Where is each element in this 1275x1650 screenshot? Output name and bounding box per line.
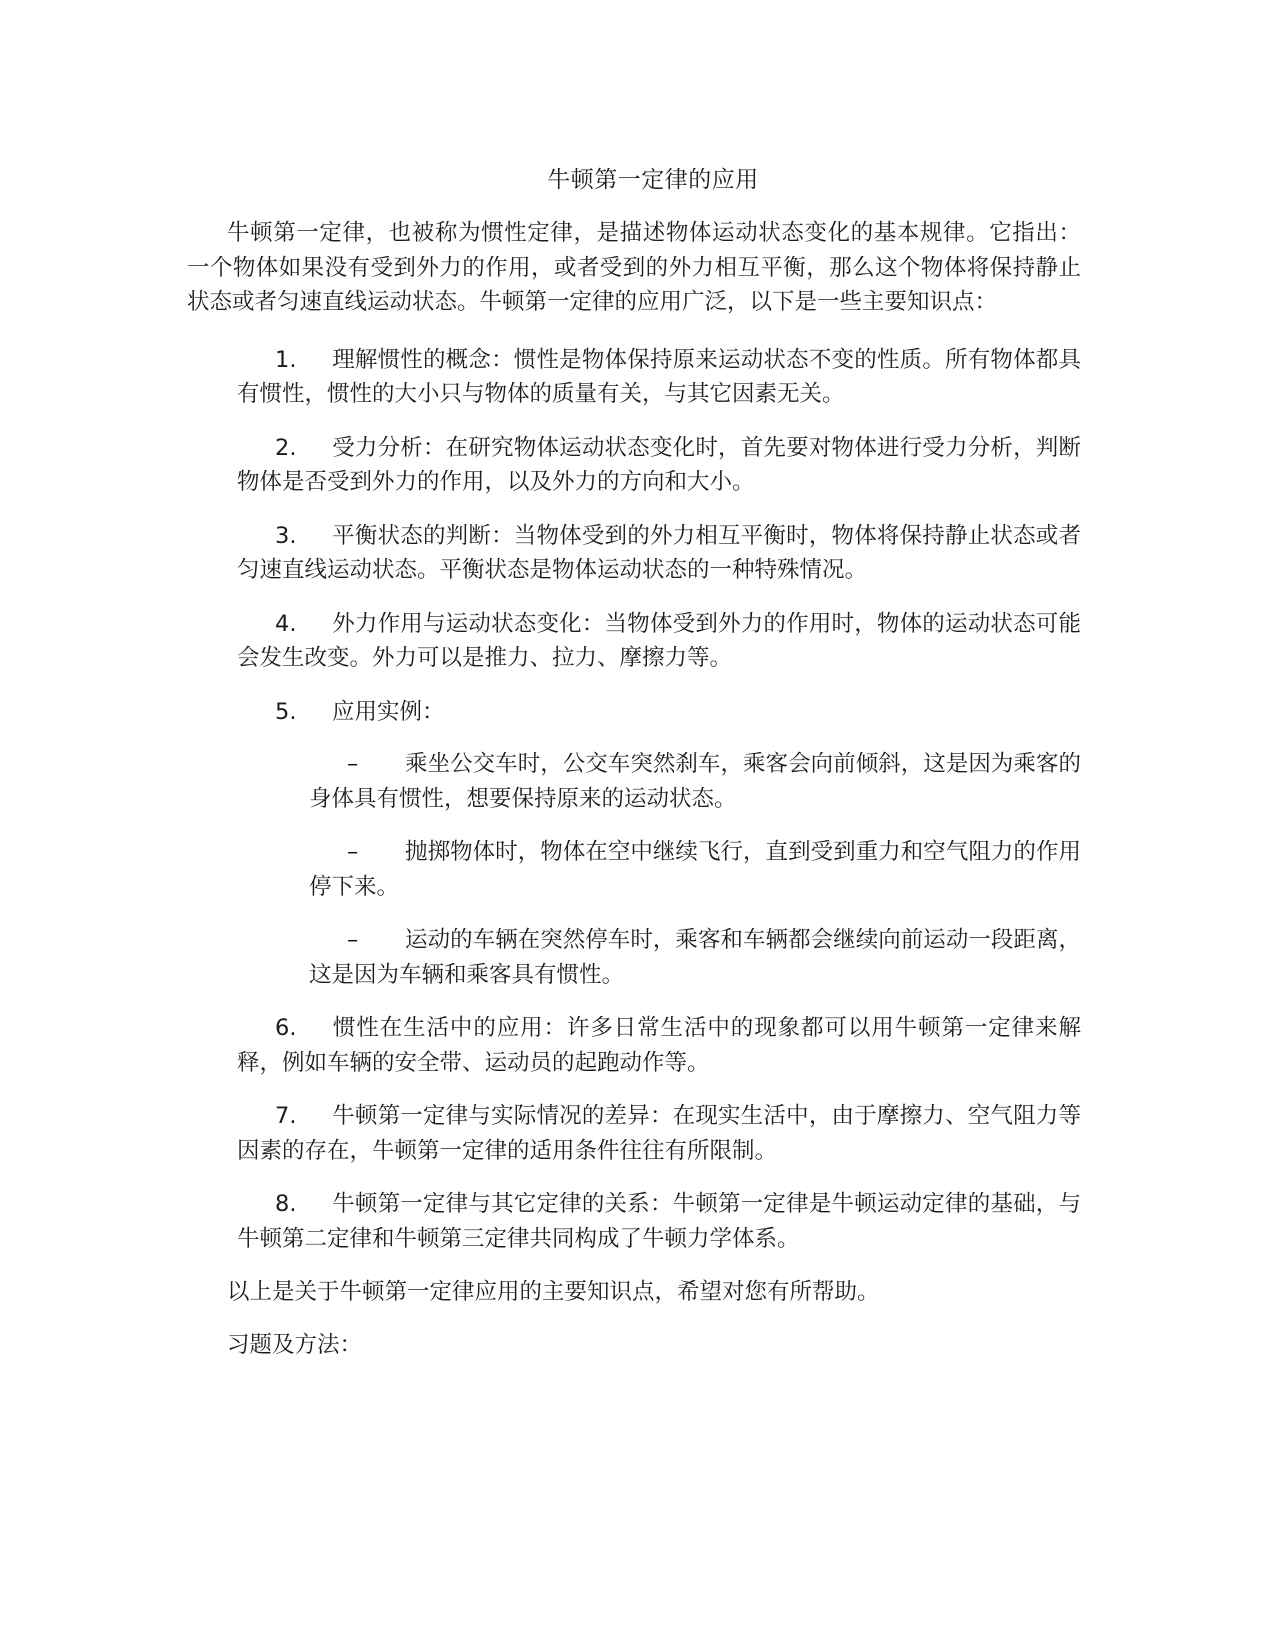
list-item-4 <box>237 607 1081 676</box>
list-item-2 <box>237 431 1081 500</box>
knowledge-list <box>187 343 1081 1257</box>
list-item-text: 牛顿第一定律与其它定律的关系：牛顿第一定律是牛顿运动定律的基础，与牛顿第二定律和牛顿第三定律共同构成了牛顿力学体系。 <box>237 1191 1081 1252</box>
list-number: 1. <box>275 346 297 373</box>
list-item-1 <box>237 343 1081 412</box>
list-number: 6. <box>275 1015 297 1041</box>
list-item-8 <box>237 1187 1081 1256</box>
list-item-6 <box>237 1011 1081 1080</box>
examples-list <box>237 747 1081 992</box>
list-number: 8. <box>275 1191 297 1217</box>
dash-bullet: – <box>347 839 359 865</box>
dash-bullet: – <box>347 927 359 953</box>
example-text: 运动的车辆在突然停车时，乘客和车辆都会继续向前运动一段距离，这是因为车辆和乘客具有惯性。 <box>309 927 1081 988</box>
list-item-text: 牛顿第一定律与实际情况的差异：在现实生活中，由于摩擦力、空气阻力等因素的存在，牛顿第一定律的适用条件往往有所限制。 <box>237 1103 1081 1164</box>
list-number: 3. <box>275 522 297 549</box>
list-item-text: 应用实例： <box>332 698 445 725</box>
list-item-3 <box>237 519 1081 588</box>
example-text: 乘坐公交车时，公交车突然刹车，乘客会向前倾斜，这是因为乘客的身体具有惯性，想要保持原来的运动状态。 <box>309 751 1081 812</box>
list-item-text: 平衡状态的判断：当物体受到的外力相互平衡时，物体将保持静止状态或者匀速直线运动状态。平衡状态是物体运动状态的一种特殊情况。 <box>237 522 1081 583</box>
list-number: 2. <box>275 434 297 461</box>
list-number: 7. <box>275 1103 297 1129</box>
example-item-2 <box>309 835 1081 904</box>
list-item-5 <box>237 695 1081 993</box>
list-item-7 <box>237 1099 1081 1168</box>
list-item-text: 惯性在生活中的应用：许多日常生活中的现象都可以用牛顿第一定律来解释，例如车辆的安全带、运动员的起跑动作等。 <box>237 1015 1081 1076</box>
list-number: 5. <box>275 698 297 725</box>
intro-paragraph: 牛顿第一定律，也被称为惯性定律，是描述物体运动状态变化的基本规律。它指出：一个物体如果没有受到外力的作用，或者受到的外力相互平衡，那么这个物体将保持静止状态或者匀速直线运动状态。牛顿第一定律的应用广泛，以下是一些主要知识点： <box>187 220 1081 315</box>
page-title: 牛顿第一定律的应用 <box>547 167 759 193</box>
list-item-text: 受力分析：在研究物体运动状态变化时，首先要对物体进行受力分析，判断物体是否受到外力的作用，以及外力的方向和大小。 <box>237 434 1081 495</box>
closing-paragraph: 以上是关于牛顿第一定律应用的主要知识点，希望对您有所帮助。 <box>227 1279 880 1305</box>
dash-bullet: – <box>347 751 359 777</box>
list-item-text: 外力作用与运动状态变化：当物体受到外力的作用时，物体的运动状态可能会发生改变。外力可以是推力、拉力、摩擦力等。 <box>237 610 1081 671</box>
exercises-heading: 习题及方法： <box>227 1331 363 1358</box>
list-number: 4. <box>275 610 297 637</box>
list-item-text: 理解惯性的概念：惯性是物体保持原来运动状态不变的性质。所有物体都具有惯性，惯性的大小只与物体的质量有关，与其它因素无关。 <box>237 346 1081 407</box>
example-text: 抛掷物体时，物体在空中继续飞行，直到受到重力和空气阻力的作用停下来。 <box>309 839 1081 900</box>
example-item-1 <box>309 747 1081 816</box>
example-item-3 <box>309 923 1081 992</box>
